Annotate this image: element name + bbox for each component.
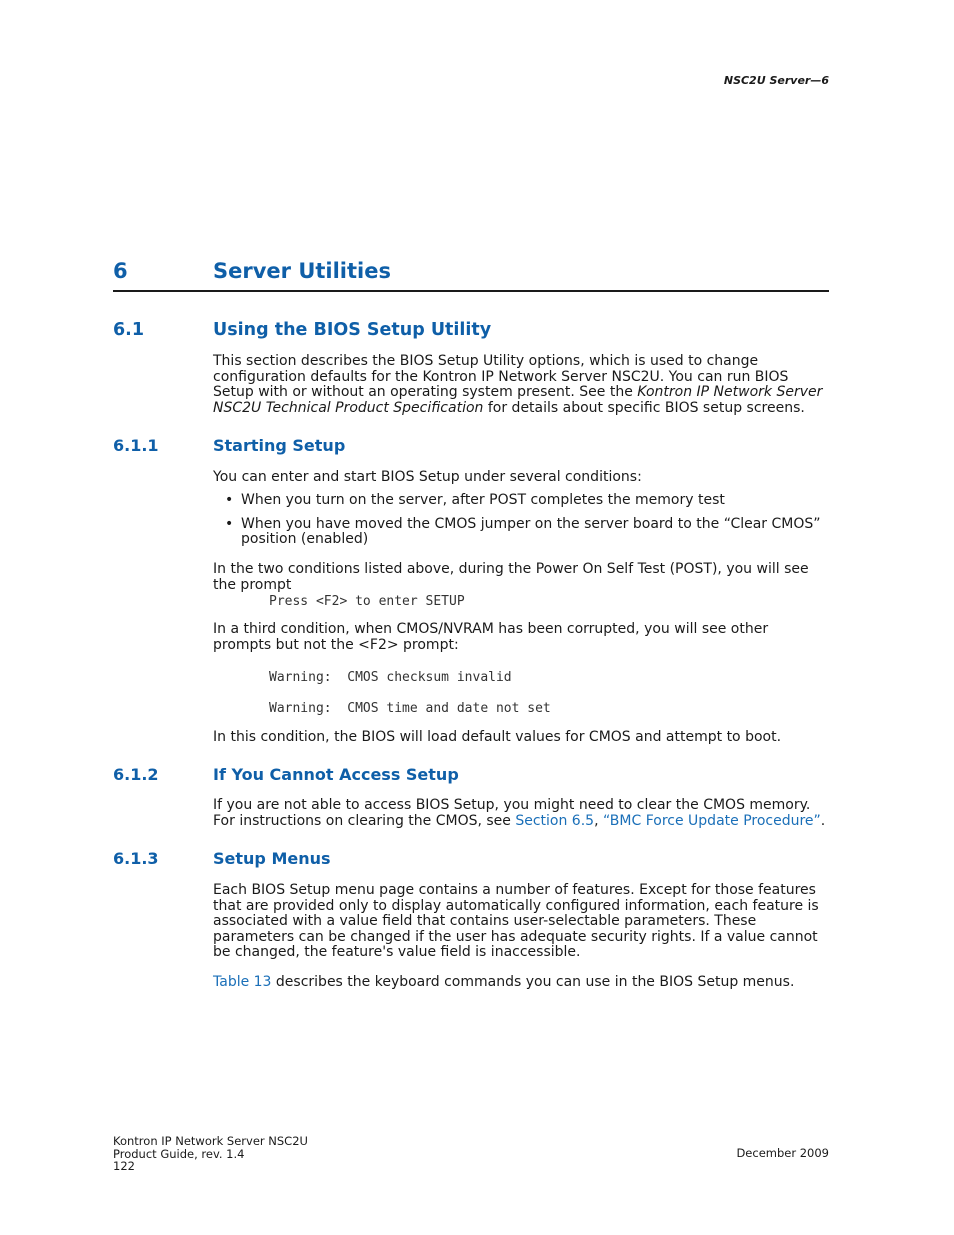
document-reference: Kontron IP Network Server NSC2U Technical Product Specification bbox=[213, 384, 823, 416]
setup-prompt-code: Press <F2> to enter SETUP bbox=[269, 594, 465, 609]
chapter-title: Server Utilities bbox=[213, 259, 391, 283]
paragraph-text: This section describes the BIOS Setup Utility options, which is used to change configuration defaults for the Kontron IP Network Server NSC2U. You can run BIOS Setup with or without an operating system present. See the bbox=[213, 353, 789, 401]
section-title: Using the BIOS Setup Utility bbox=[213, 320, 492, 340]
footer-product: Kontron IP Network Server NSC2U bbox=[113, 1134, 308, 1148]
section-number: 6.1 bbox=[113, 320, 145, 340]
warning-checksum-code: Warning: CMOS checksum invalid bbox=[269, 670, 512, 685]
section-number: 6.1.2 bbox=[113, 765, 159, 784]
setup-menus-paragraph: Each BIOS Setup menu page contains a number of features. Except for those features that are provided only to display automatically configured information, each feature is associated with a value field that contains user-selectable parameters. These parameters can be changed if the user has adequate security rights. If a value cannot be changed, the feature's value field is inaccessible. bbox=[213, 882, 819, 961]
paragraph-text: If you are not able to access BIOS Setup, you might need to clear the CMOS memory. For instructions on clearing the CMOS, see bbox=[213, 797, 811, 829]
load-defaults-paragraph: In this condition, the BIOS will load default values for CMOS and attempt to boot. bbox=[213, 729, 782, 745]
footer-left bbox=[113, 1135, 308, 1173]
section-title: If You Cannot Access Setup bbox=[213, 765, 459, 784]
footer-page-number: 122 bbox=[113, 1159, 135, 1173]
section-number: 6.1.3 bbox=[113, 849, 159, 868]
section-title: Setup Menus bbox=[213, 849, 331, 868]
list-item-text: When you turn on the server, after POST completes the memory test bbox=[241, 492, 725, 508]
paragraph-text: for details about specific BIOS setup screens. bbox=[483, 399, 805, 416]
table-13-link[interactable]: Table 13 bbox=[213, 974, 272, 990]
bullet-icon: • bbox=[225, 515, 234, 532]
warning-time-code: Warning: CMOS time and date not set bbox=[269, 701, 551, 716]
section-heading-6-1-1 bbox=[113, 435, 829, 457]
separator-text: , bbox=[594, 812, 603, 829]
third-condition-paragraph: In a third condition, when CMOS/NVRAM has been corrupted, you will see other prompts but not the <F2> prompt: bbox=[213, 621, 769, 653]
paragraph-text: describes the keyboard commands you can use in the BIOS Setup menus. bbox=[271, 974, 795, 990]
conditions-list bbox=[213, 493, 829, 556]
section-heading-6-1-2 bbox=[113, 764, 829, 786]
bmc-force-update-link[interactable]: “BMC Force Update Procedure” bbox=[602, 812, 821, 829]
section-heading-6-1 bbox=[113, 318, 829, 342]
chapter-number: 6 bbox=[113, 259, 128, 283]
list-item-text: When you have moved the CMOS jumper on the server board to the “Clear CMOS” position (enabled) bbox=[241, 515, 821, 548]
section-title: Starting Setup bbox=[213, 436, 346, 455]
list-item bbox=[213, 493, 829, 509]
section-6-5-link[interactable]: Section 6.5 bbox=[515, 812, 595, 829]
section-6-1-paragraph bbox=[213, 354, 829, 416]
chapter-heading bbox=[113, 256, 829, 292]
cannot-access-paragraph bbox=[213, 798, 829, 829]
two-conditions-paragraph: In the two conditions listed above, during the Power On Self Test (POST), you will see the prompt bbox=[213, 561, 809, 593]
footer-date: December 2009 bbox=[736, 1146, 829, 1160]
bullet-icon: • bbox=[225, 492, 234, 508]
section-number: 6.1.1 bbox=[113, 436, 159, 455]
starting-setup-intro: You can enter and start BIOS Setup under several conditions: bbox=[213, 469, 642, 485]
running-header: NSC2U Server—6 bbox=[723, 74, 829, 87]
period-text: . bbox=[820, 812, 826, 829]
keyboard-commands-paragraph bbox=[213, 975, 829, 991]
list-item bbox=[213, 517, 829, 548]
footer-guide: Product Guide, rev. 1.4 bbox=[113, 1146, 245, 1161]
section-heading-6-1-3 bbox=[113, 848, 829, 870]
